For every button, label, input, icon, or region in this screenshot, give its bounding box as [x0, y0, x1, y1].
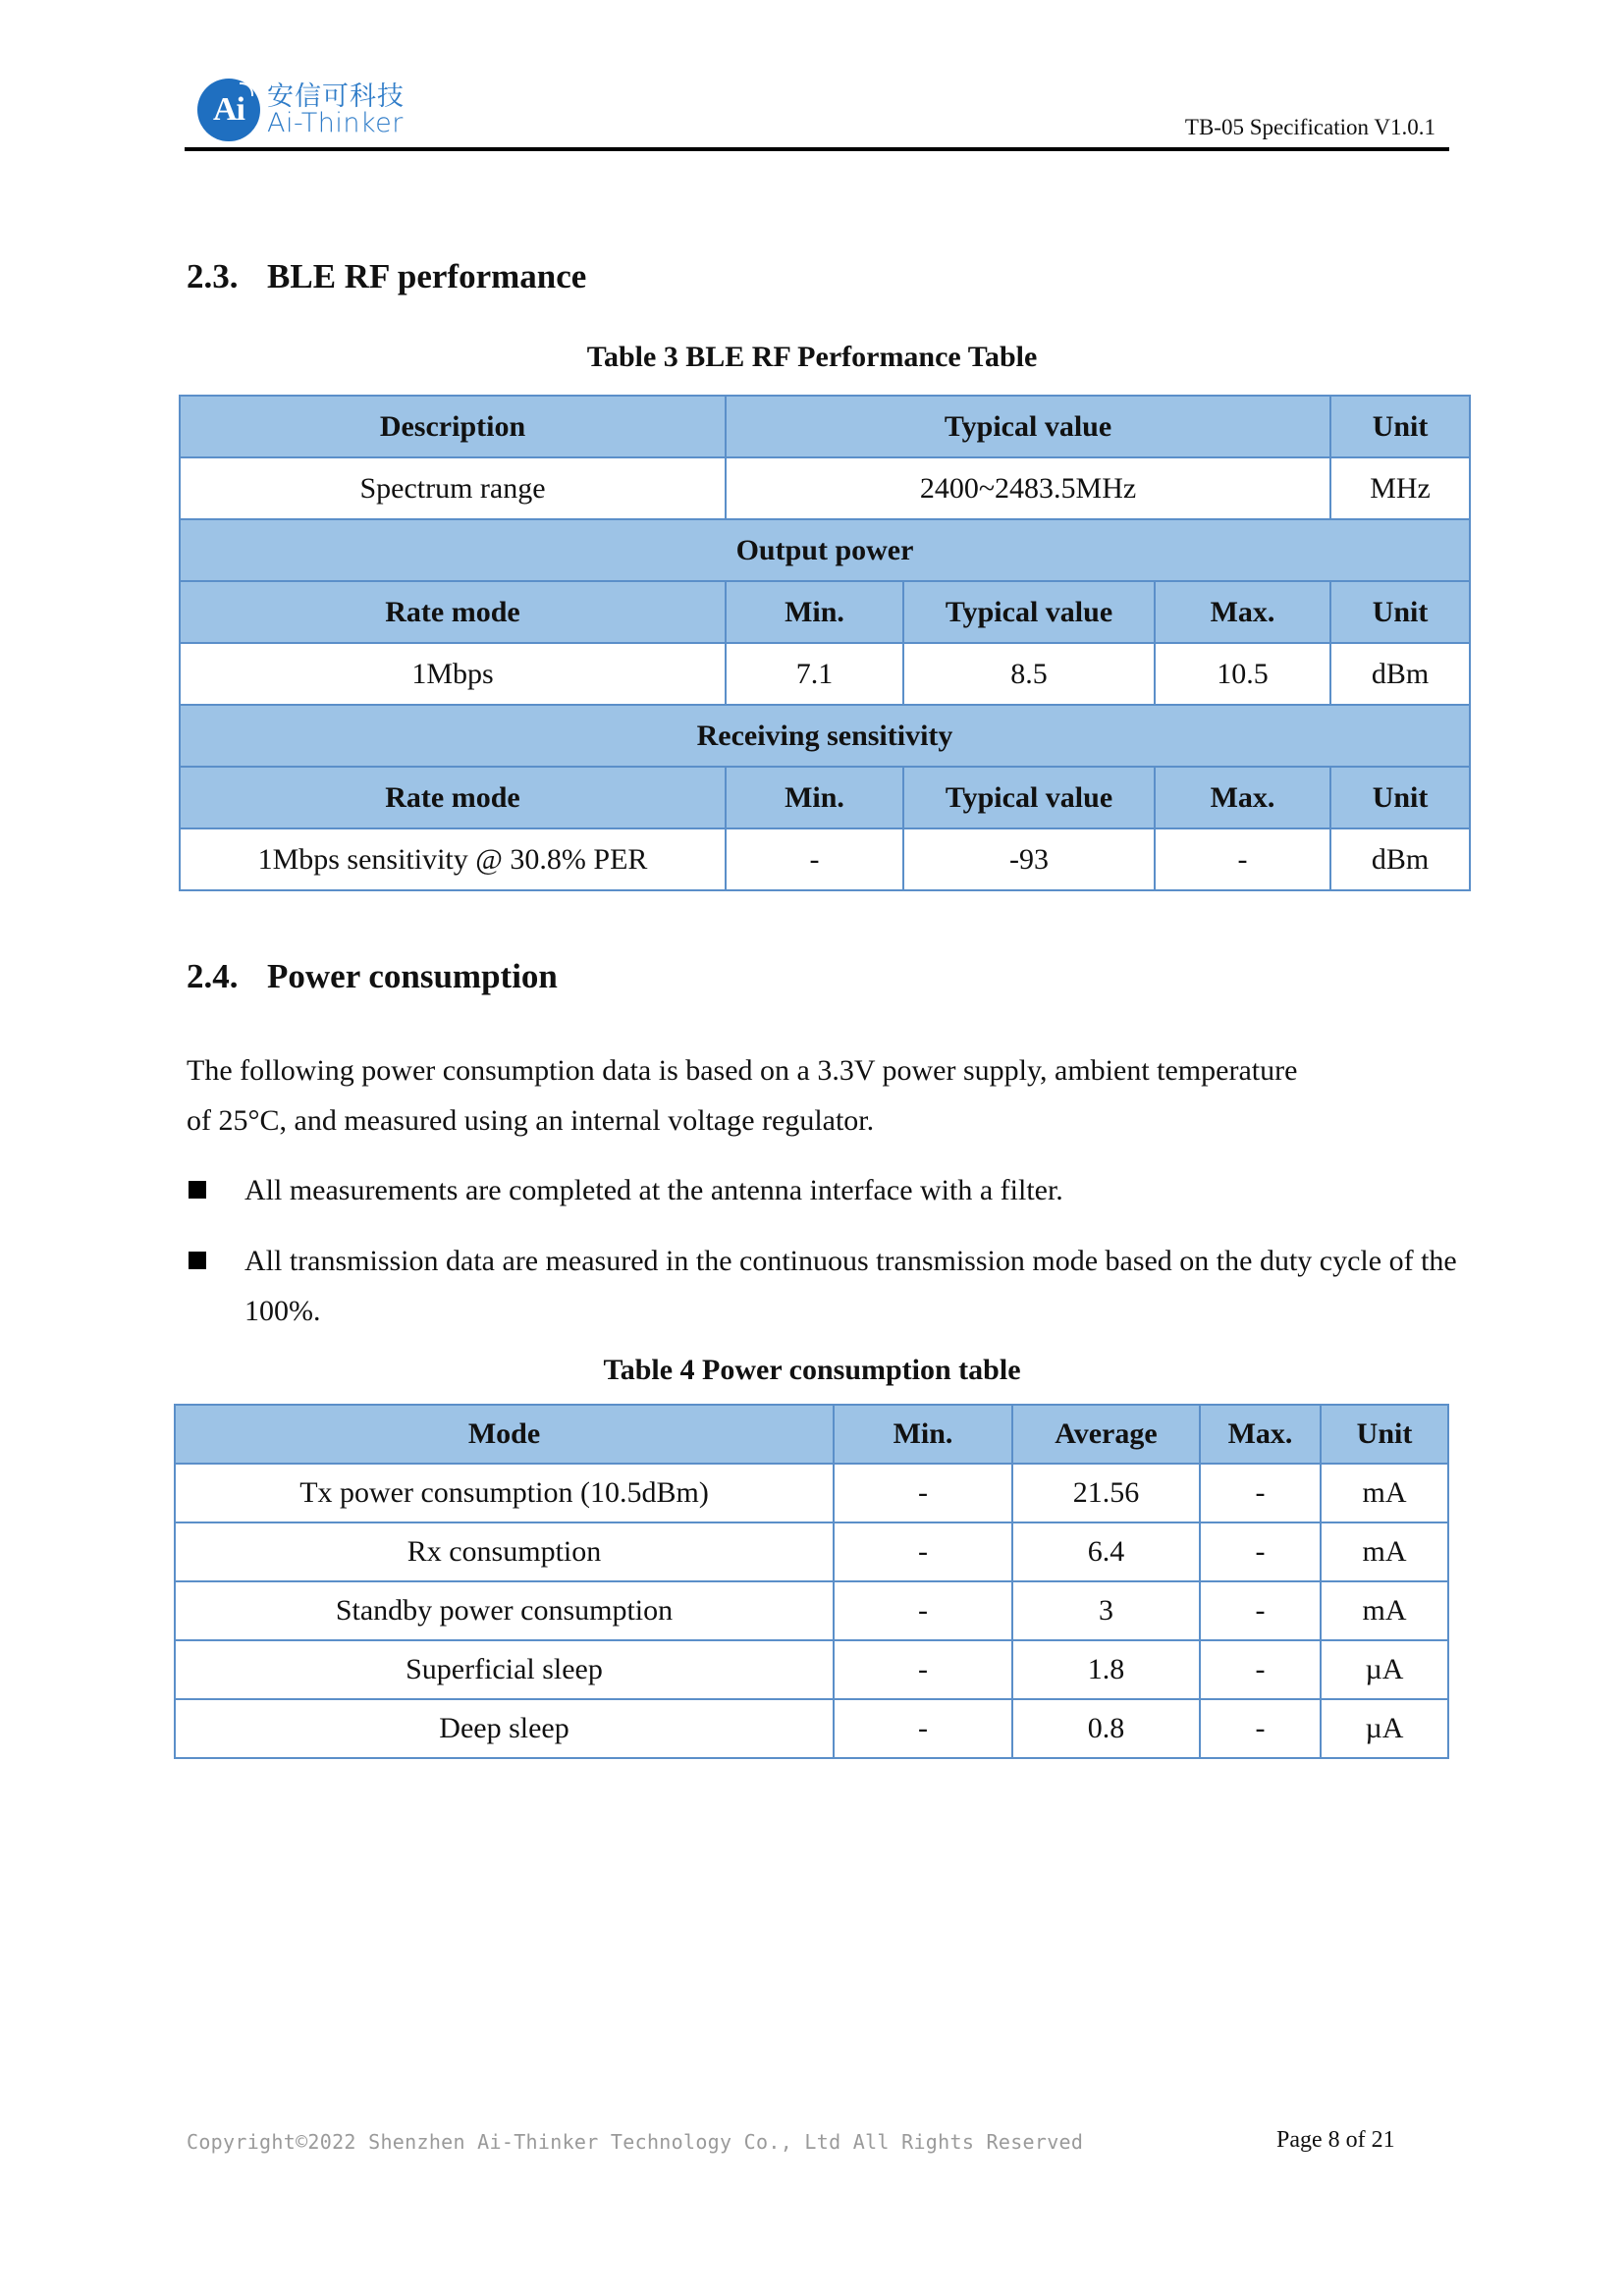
header-divider — [185, 147, 1449, 151]
section-number: 2.4. — [187, 957, 239, 995]
header-unit: Unit — [1321, 1405, 1448, 1464]
header-min: Min. — [726, 767, 903, 828]
cell-unit: µA — [1321, 1640, 1448, 1699]
section-heading-2-4 — [187, 957, 558, 996]
section-heading-2-3 — [187, 257, 586, 296]
footer-copyright: Copyright©2022 Shenzhen Ai-Thinker Technology Co., Ltd All Rights Reserved — [187, 2130, 1084, 2154]
cell-average: 6.4 — [1012, 1522, 1200, 1581]
cell-max: - — [1200, 1640, 1321, 1699]
table-row — [180, 828, 1470, 890]
table-row — [175, 1464, 1448, 1522]
cell-description: Spectrum range — [180, 457, 726, 519]
table-4-caption: Table 4 Power consumption table — [603, 1354, 1021, 1386]
ble-rf-performance-table — [179, 395, 1471, 891]
section-title: BLE RF performance — [267, 257, 587, 295]
cell-max: - — [1200, 1522, 1321, 1581]
table-header-row — [175, 1405, 1448, 1464]
table-header-row — [180, 581, 1470, 643]
cell-min: - — [834, 1464, 1012, 1522]
bullet-item: All transmission data are measured in the continuous transmission mode based on the duty cycle of the 100%. — [244, 1245, 1457, 1327]
cell-average: 3 — [1012, 1581, 1200, 1640]
cell-unit: MHz — [1330, 457, 1470, 519]
cell-min: - — [726, 828, 903, 890]
group-output-power: Output power — [180, 519, 1470, 581]
header-mode: Mode — [175, 1405, 834, 1464]
cell-average: 21.56 — [1012, 1464, 1200, 1522]
header-max: Max. — [1155, 581, 1330, 643]
table-header-row — [180, 767, 1470, 828]
cell-min: 7.1 — [726, 643, 903, 705]
logo-english-name: Ai-Thinker — [267, 108, 404, 138]
cell-mode: Superficial sleep — [175, 1640, 834, 1699]
cell-unit: mA — [1321, 1522, 1448, 1581]
header-typical-value: Typical value — [903, 581, 1155, 643]
bullet-square-icon — [189, 1252, 206, 1269]
section-number: 2.3. — [187, 257, 239, 295]
logo-chinese-name: 安信可科技 — [267, 81, 405, 112]
header-min: Min. — [834, 1405, 1012, 1464]
table-row — [175, 1699, 1448, 1758]
cell-typical: 8.5 — [903, 643, 1155, 705]
logo-mark: Ai — [213, 91, 244, 128]
cell-unit: mA — [1321, 1581, 1448, 1640]
cell-mode: Deep sleep — [175, 1699, 834, 1758]
table-header-row — [180, 396, 1470, 457]
header-unit: Unit — [1330, 767, 1470, 828]
header-unit: Unit — [1330, 396, 1470, 457]
cell-max: 10.5 — [1155, 643, 1330, 705]
header-rate-mode: Rate mode — [180, 767, 726, 828]
table-row — [175, 1640, 1448, 1699]
group-receiving-sensitivity: Receiving sensitivity — [180, 705, 1470, 767]
header-description: Description — [180, 396, 726, 457]
header-unit: Unit — [1330, 581, 1470, 643]
cell-typical: -93 — [903, 828, 1155, 890]
cell-max: - — [1200, 1699, 1321, 1758]
cell-rate-mode: 1Mbps — [180, 643, 726, 705]
cell-min: - — [834, 1640, 1012, 1699]
table-group-row — [180, 519, 1470, 581]
cell-mode: Tx power consumption (10.5dBm) — [175, 1464, 834, 1522]
document-title: TB-05 Specification V1.0.1 — [1184, 115, 1435, 139]
table-group-row — [180, 705, 1470, 767]
header-min: Min. — [726, 581, 903, 643]
table-3-caption: Table 3 BLE RF Performance Table — [586, 341, 1038, 373]
cell-typical: 2400~2483.5MHz — [726, 457, 1330, 519]
cell-mode: Standby power consumption — [175, 1581, 834, 1640]
table-row — [175, 1581, 1448, 1640]
intro-paragraph-line-2: of 25°C, and measured using an internal voltage regulator. — [187, 1104, 875, 1137]
bullet-item: All measurements are completed at the antenna interface with a filter. — [244, 1174, 1063, 1206]
cell-average: 1.8 — [1012, 1640, 1200, 1699]
cell-unit: dBm — [1330, 643, 1470, 705]
page-number: Page 8 of 21 — [1276, 2127, 1395, 2153]
cell-min: - — [834, 1699, 1012, 1758]
cell-max: - — [1200, 1581, 1321, 1640]
cell-average: 0.8 — [1012, 1699, 1200, 1758]
header-max: Max. — [1200, 1405, 1321, 1464]
cell-min: - — [834, 1581, 1012, 1640]
section-title: Power consumption — [267, 957, 558, 995]
header-rate-mode: Rate mode — [180, 581, 726, 643]
cell-min: - — [834, 1522, 1012, 1581]
cell-unit: µA — [1321, 1699, 1448, 1758]
table-row — [180, 457, 1470, 519]
header-average: Average — [1012, 1405, 1200, 1464]
table-row — [180, 643, 1470, 705]
header-max: Max. — [1155, 767, 1330, 828]
cell-max: - — [1200, 1464, 1321, 1522]
header-typical-value: Typical value — [726, 396, 1330, 457]
intro-paragraph-line-1: The following power consumption data is based on a 3.3V power supply, ambient temperature — [187, 1054, 1298, 1087]
bullet-square-icon — [189, 1181, 206, 1199]
power-consumption-table — [174, 1404, 1449, 1759]
cell-rate-mode: 1Mbps sensitivity @ 30.8% PER — [180, 828, 726, 890]
cell-mode: Rx consumption — [175, 1522, 834, 1581]
cell-unit: dBm — [1330, 828, 1470, 890]
cell-max: - — [1155, 828, 1330, 890]
cell-unit: mA — [1321, 1464, 1448, 1522]
header-typical-value: Typical value — [903, 767, 1155, 828]
table-row — [175, 1522, 1448, 1581]
